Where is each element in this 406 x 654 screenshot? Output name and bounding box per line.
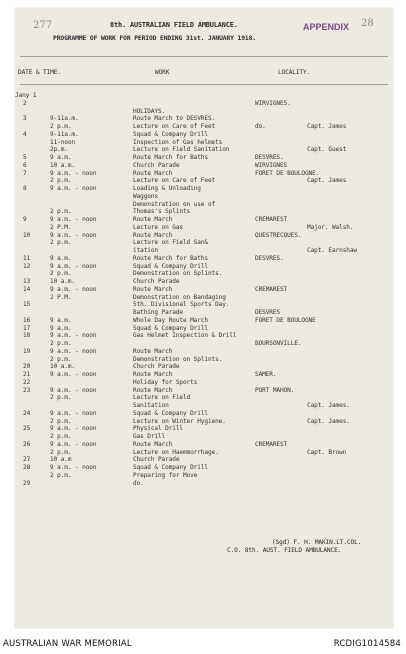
row-work: Waggons: [133, 192, 158, 200]
row-locality: FORET DE BOULOGNE: [255, 316, 316, 324]
row-work: Squad & Company Drill: [133, 464, 208, 471]
row-locality: PORT MAHON.: [255, 386, 295, 394]
row-locality: CREMAREST: [255, 440, 288, 448]
row-instructor: Capt. Brown: [307, 448, 347, 456]
row-locality: WIRVIGNES.: [255, 99, 291, 107]
row-work: Route March: [133, 347, 173, 355]
row-time: 9 a.m. - noon: [50, 440, 97, 448]
row-date: 10: [23, 231, 31, 239]
header-rule-top: [20, 56, 388, 57]
unit-heading: 8th. AUSTRALIAN FIELD AMBULANCE.: [110, 21, 238, 29]
footer-credit: AUSTRALIAN WAR MEMORIAL: [3, 639, 132, 649]
row-time: 9 a.m. - noon: [50, 371, 97, 378]
row-work: Route March: [133, 371, 173, 378]
column-header-work: WORK: [155, 69, 170, 76]
row-work: Church Parade: [133, 456, 180, 464]
row-work: Lecture on Winter Hygiene.: [133, 417, 226, 425]
row-time: 9 a.m. - noon: [50, 409, 97, 417]
row-locality: CREMAREST: [255, 216, 288, 223]
row-work: Physical Drill: [133, 425, 183, 433]
row-work: 5th. Divisional Sports Day.: [133, 301, 230, 309]
row-date: 4: [23, 130, 27, 138]
row-time: 2 p.m.: [50, 471, 72, 479]
row-work: Lecture on Field San&: [133, 239, 208, 247]
row-work: Thomas's Splints: [133, 208, 191, 216]
row-work: Route March to DESVRES.: [133, 115, 216, 123]
row-locality: CREMAREST: [255, 285, 288, 293]
row-date: 17: [23, 324, 31, 332]
row-work: Lecture on Care of Feet: [133, 123, 216, 130]
row-time: 9 a.m. - noon: [50, 425, 97, 433]
row-time: 2 P.M.: [50, 223, 72, 231]
row-work: Bathing Parade: [133, 309, 183, 316]
row-time: 10 a.m: [50, 456, 72, 464]
row-time: 2 p.m.: [50, 340, 72, 347]
row-date: 7: [23, 169, 27, 177]
row-time: 9 a.m. - noon: [50, 262, 97, 270]
row-date: 13: [23, 278, 31, 285]
row-time: 2 p.m.: [50, 394, 72, 402]
row-work: Route March: [133, 216, 173, 223]
row-work: Church Parade: [133, 278, 180, 285]
row-time: 9 a.m.: [50, 154, 72, 161]
row-time: 9 a.m.: [50, 254, 72, 262]
row-date: 19: [23, 347, 31, 355]
row-date: 22: [23, 378, 31, 386]
row-work: Gas Helmet Inspection & Drill: [133, 332, 237, 340]
row-time: 2 p.m.: [50, 208, 72, 216]
row-time: 2 p.m.: [50, 123, 72, 130]
row-work: Demonstration on Bandaging: [133, 293, 226, 301]
row-work: Route March: [133, 285, 173, 293]
row-time: 2 p.m.: [50, 239, 72, 247]
row-time: 9 a.m. - noon: [50, 386, 97, 394]
document-title: PROGRAMME OF WORK FOR PERIOD ENDING 31st. JANUARY 1918.: [53, 35, 257, 42]
row-time: 9 a.m.: [50, 316, 72, 324]
row-time: 11-noon: [50, 138, 75, 146]
row-date: 21: [23, 371, 31, 378]
row-date: Jany 1: [15, 92, 37, 99]
row-date: 9: [23, 216, 27, 223]
row-work: Preparing for Move: [133, 471, 198, 479]
appendix-number: 28: [361, 18, 374, 29]
row-date: 24: [23, 409, 31, 417]
row-locality: SAMER.: [255, 371, 277, 378]
row-time: 2 p.m.: [50, 270, 72, 278]
row-locality: do.: [255, 123, 266, 130]
row-work: Route March: [133, 440, 173, 448]
row-instructor: Capt. James.: [307, 417, 350, 425]
row-date: 11: [23, 254, 31, 262]
footer-id: RCDIG1014584: [333, 639, 401, 649]
row-date: 15: [23, 301, 31, 309]
row-work: Squad & Company Drill: [133, 262, 208, 270]
row-work: HOLIDAYS.: [133, 107, 166, 115]
pencil-number: 277: [33, 20, 53, 31]
document-page: [15, 8, 393, 628]
row-date: 25: [23, 425, 31, 433]
row-work: Route March: [133, 231, 173, 239]
signature-line: (Sgd) F. H. MAKIN.LT.COL.: [272, 539, 362, 546]
row-date: 8: [23, 185, 27, 192]
row-work: Squad & Company Drill: [133, 130, 208, 138]
row-instructor: Capt. Guest: [307, 146, 347, 154]
row-locality: WIRVIGNES: [255, 161, 288, 169]
row-date: 14: [23, 285, 31, 293]
row-time: 2 p.m.: [50, 448, 72, 456]
row-work: Lecture on Field: [133, 394, 191, 402]
row-date: 23: [23, 386, 31, 394]
row-time: 9 a.m. - noon: [50, 231, 97, 239]
row-date: 12: [23, 262, 31, 270]
row-time: 9 a.m.: [50, 324, 72, 332]
row-time: 2 P.M.: [50, 293, 72, 301]
row-date: 20: [23, 363, 31, 371]
row-work: Squad & Company Drill: [133, 409, 208, 417]
header-rule-bottom: [20, 84, 388, 85]
row-work: do.: [133, 479, 144, 487]
row-time: 9 a.m. - noon: [50, 347, 97, 355]
row-date: 6: [23, 161, 27, 169]
row-work: Inspection of Gas helmets: [133, 138, 223, 146]
row-time: 9 a.m. - noon: [50, 185, 97, 192]
row-work: Route March for Baths: [133, 254, 208, 262]
row-work: Demonstration on Splints.: [133, 270, 223, 278]
row-locality: BOURSONVILLE.: [255, 340, 302, 347]
column-header-date: DATE & TIME.: [18, 69, 61, 76]
row-work: Demonstration on Splints.: [133, 355, 223, 363]
row-work: Route March: [133, 386, 173, 394]
row-instructor: Capt. James.: [307, 402, 350, 409]
row-date: 2: [23, 99, 27, 107]
row-date: 18: [23, 332, 31, 340]
row-date: 26: [23, 440, 31, 448]
row-locality: DESVRES.: [255, 254, 284, 262]
row-work: Gas Drill: [133, 433, 166, 440]
row-instructor: Capt. James: [307, 123, 347, 130]
column-header-locality: LOCALITY.: [278, 69, 311, 76]
row-instructor: Capt. James: [307, 177, 347, 185]
row-work: itation: [133, 247, 158, 254]
row-time: 10 a.m.: [50, 161, 75, 169]
row-work: Church Parade: [133, 161, 180, 169]
row-time: 2p.m.: [50, 146, 68, 154]
row-work: Holiday for Sports: [133, 378, 198, 386]
row-locality: FORET DE BOULOGNE.: [255, 169, 320, 177]
row-date: 28: [23, 464, 31, 471]
row-time: 2 p.m.: [50, 417, 72, 425]
row-work: Route March: [133, 169, 173, 177]
row-time: 9 a.m. - noon: [50, 169, 97, 177]
row-work: Lecture on Haemmorrhage.: [133, 448, 219, 456]
row-work: Whole Day Route March: [133, 316, 208, 324]
row-time: 2 p.m.: [50, 355, 72, 363]
row-date: 3: [23, 115, 27, 123]
appendix-stamp: APPENDIX: [303, 22, 350, 32]
row-time: 9 a.m. - noon: [50, 216, 97, 223]
row-date: 27: [23, 456, 31, 464]
row-work: Sanitation: [133, 402, 169, 409]
row-work: Demonstration on use of: [133, 200, 216, 208]
row-time: 9 a.m. - noon: [50, 285, 97, 293]
row-instructor: Capt. Earnshaw: [307, 247, 357, 254]
row-time: 2 p.m.: [50, 177, 72, 185]
row-time: 10 a.m.: [50, 363, 75, 371]
row-time: 9 a.m. - noon: [50, 464, 97, 471]
row-time: 9 a.m. - noon: [50, 332, 97, 340]
row-time: 10 a.m.: [50, 278, 75, 285]
row-locality: DESVRES: [255, 309, 280, 316]
row-work: Church Parade: [133, 363, 180, 371]
row-work: Route March for Baths: [133, 154, 208, 161]
row-date: 16: [23, 316, 31, 324]
row-work: Loading & Unloading: [133, 185, 201, 192]
row-instructor: Major. Walsh.: [307, 223, 354, 231]
row-time: 2 p.m.: [50, 433, 72, 440]
row-work: Squad & Company Drill: [133, 324, 208, 332]
row-locality: QUESTRECQUES.: [255, 231, 302, 239]
row-locality: DESVRES.: [255, 154, 284, 161]
signature-title: C.O. 8th. AUST. FIELD AMBULANCE.: [227, 547, 342, 554]
row-work: Lecture on Care of Feet: [133, 177, 216, 185]
row-work: Lecture on Gas: [133, 223, 183, 231]
row-date: 5: [23, 154, 27, 161]
row-work: Lecture on Field Sanitation: [133, 146, 230, 154]
row-time: 9-11a.m.: [50, 130, 79, 138]
row-time: 9-11a.m.: [50, 115, 79, 123]
row-date: 29: [23, 479, 31, 487]
